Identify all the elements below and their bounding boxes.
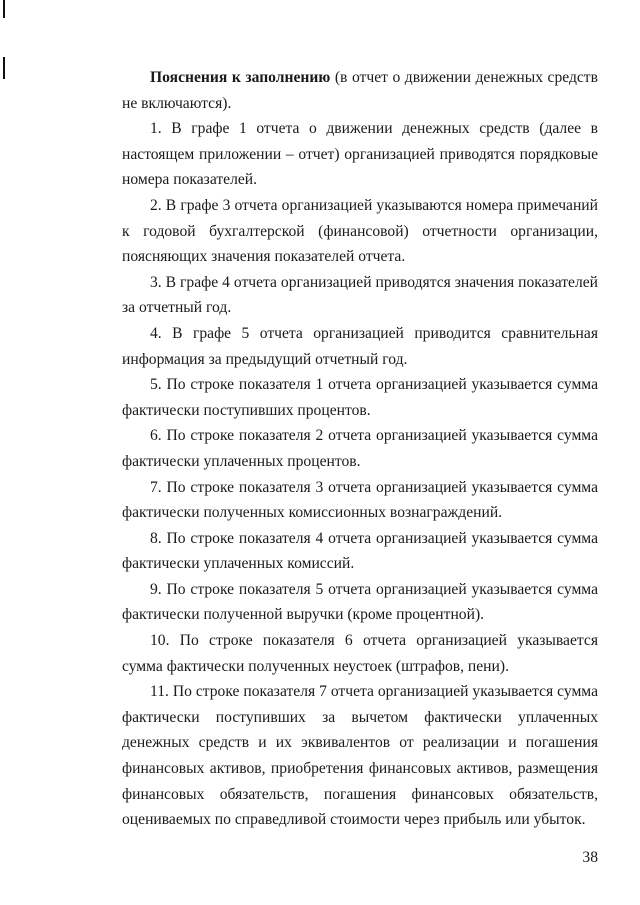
- paragraph-7: 7. По строке показателя 3 отчета организацией указывается сумма фактически полученных комиссионных вознаграждений.: [122, 478, 598, 522]
- document-body: [122, 65, 598, 833]
- paragraph-8: 8. По строке показателя 4 отчета организацией указывается сумма фактически уплаченных комиссий.: [122, 529, 598, 573]
- paragraph-3: 3. В графе 4 отчета организацией приводятся значения показателей за отчетный год.: [122, 273, 598, 317]
- paragraph-9: 9. По строке показателя 5 отчета организацией указывается сумма фактически полученной выручки (кроме процентной).: [122, 580, 598, 624]
- paragraph-6: 6. По строке показателя 2 отчета организацией указывается сумма фактически уплаченных процентов.: [122, 427, 598, 470]
- page-number: 38: [582, 849, 598, 866]
- scan-edge-mark: [3, 57, 5, 79]
- intro-text: (в отчет о движении денежных средств не включаются).: [122, 69, 598, 112]
- paragraph-11: 11. По строке показателя 7 отчета организацией указывается сумма фактически поступивших за вычетом фактически уплаченных денежных средств и их эквивалентов от реализации и погашения финансовых активов, приобретения финансовых активов, размещения финансовых обязательств, погашения финансовых обязательств, оцениваемых по справедливой стоимости через прибыль или убыток.: [122, 683, 598, 829]
- section-heading: Пояснения к заполнению: [150, 69, 331, 86]
- paragraph-10: 10. По строке показателя 6 отчета организацией указывается сумма фактически полученных неустоек (штрафов, пени).: [122, 632, 598, 675]
- paragraph-1: 1. В графе 1 отчета о движении денежных средств (далее в настоящем приложении – отчет) организацией приводятся порядковые номера показателей.: [122, 120, 598, 189]
- scan-edge-mark: [3, 0, 5, 18]
- paragraph-4: 4. В графе 5 отчета организацией приводится сравнительная информация за предыдущий отчетный год.: [122, 324, 598, 368]
- paragraph-5: 5. По строке показателя 1 отчета организацией указывается сумма фактически поступивших процентов.: [122, 376, 598, 419]
- paragraph-2: 2. В графе 3 отчета организацией указываются номера примечаний к годовой бухгалтерской (финансовой) отчетности организации, поясняющих значения показателей отчета.: [122, 196, 598, 266]
- intro-paragraph: [122, 65, 598, 116]
